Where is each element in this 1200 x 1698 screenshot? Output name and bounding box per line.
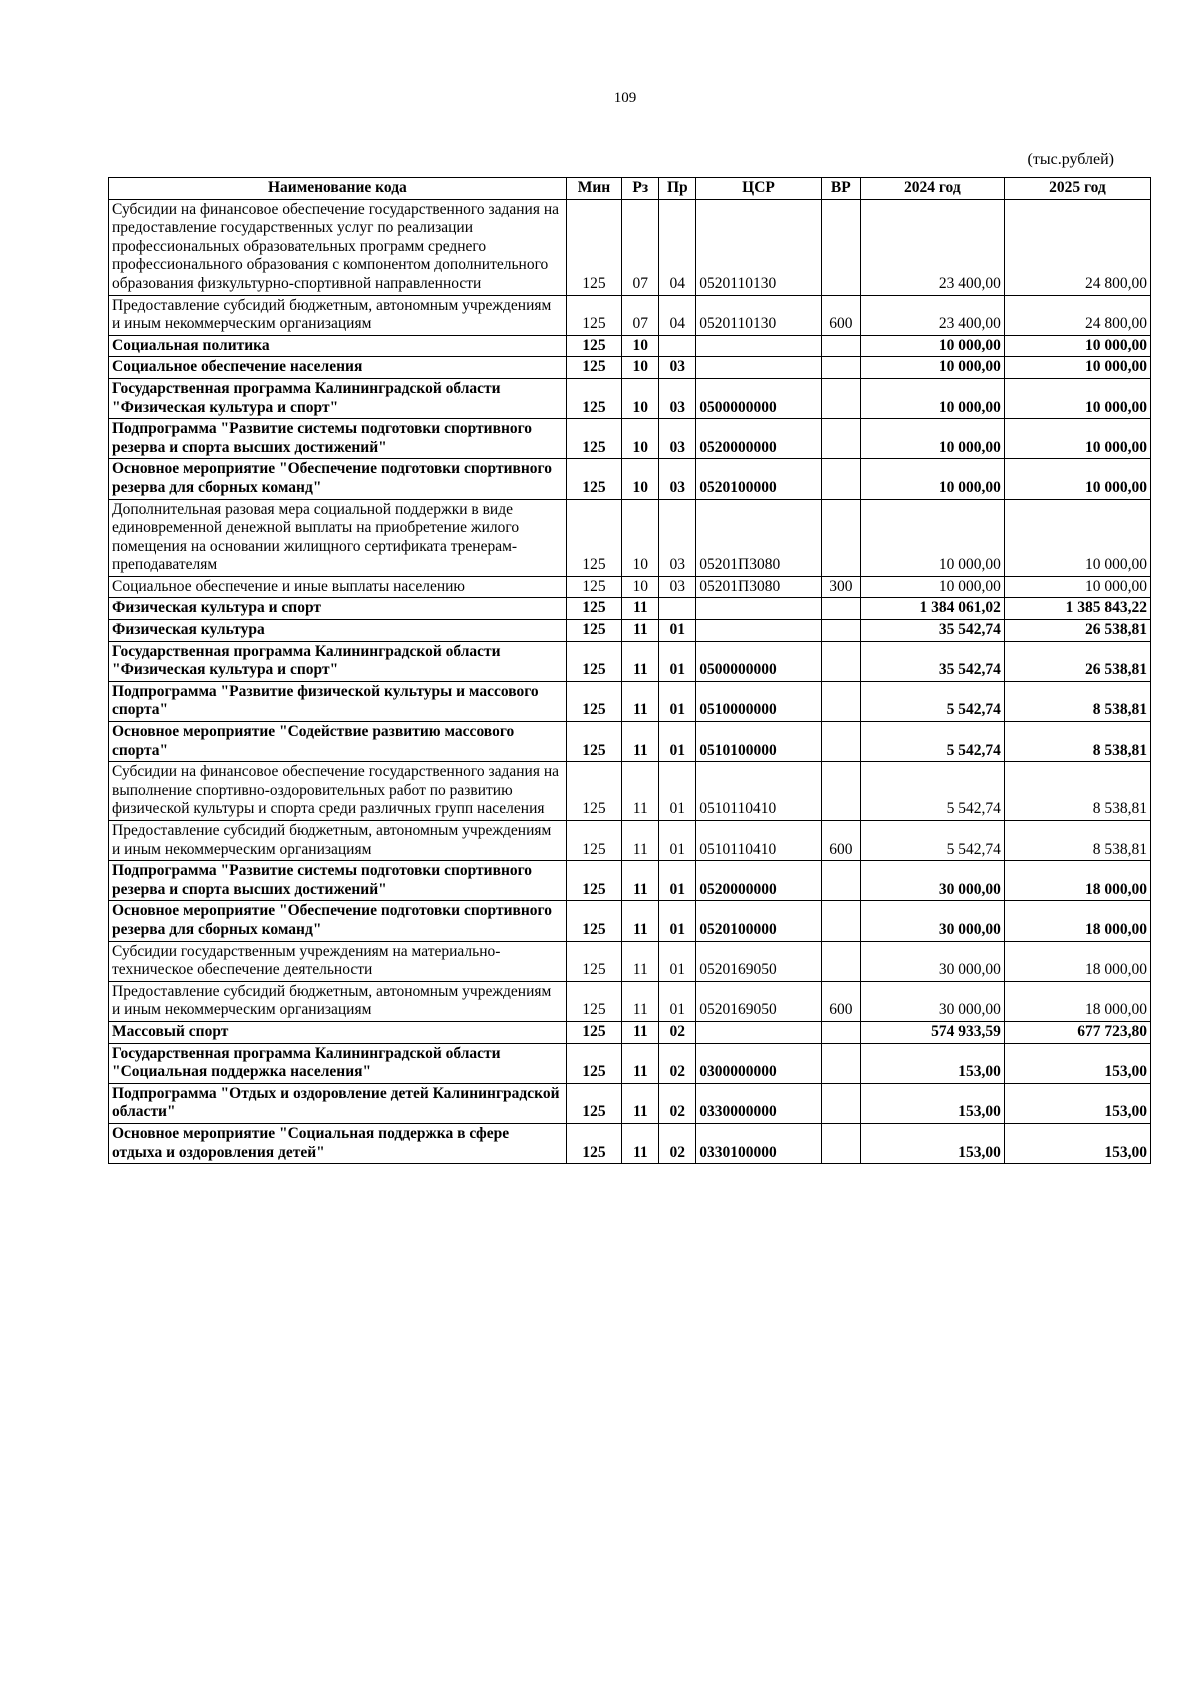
cell-name: Государственная программа Калининградской области "Социальная поддержка населения" xyxy=(109,1043,567,1083)
cell-rz: 11 xyxy=(622,641,659,681)
cell-name: Дополнительная разовая мера социальной поддержки в виде единовременной денежной выплаты на приобретение жилого помещения на основании жилищного сертификата тренерам-преподавателям xyxy=(109,499,567,576)
cell-pr: 01 xyxy=(659,861,696,901)
header-csr: ЦСР xyxy=(696,178,821,200)
table-row xyxy=(109,1123,1151,1163)
cell-name: Государственная программа Калининградской области "Физическая культура и спорт" xyxy=(109,378,567,418)
cell-vr xyxy=(821,1043,860,1083)
cell-rz: 11 xyxy=(622,1043,659,1083)
cell-csr: 0520110130 xyxy=(696,199,821,295)
cell-pr: 03 xyxy=(659,459,696,499)
cell-2025: 153,00 xyxy=(1004,1123,1150,1163)
cell-name: Массовый спорт xyxy=(109,1021,567,1043)
units-label: (тыс.рублей) xyxy=(1027,151,1114,168)
cell-pr: 02 xyxy=(659,1021,696,1043)
cell-csr xyxy=(696,598,821,620)
cell-2025: 18 000,00 xyxy=(1004,981,1150,1021)
cell-min: 125 xyxy=(566,981,622,1021)
cell-2025: 18 000,00 xyxy=(1004,941,1150,981)
table-row xyxy=(109,499,1151,576)
cell-2024: 10 000,00 xyxy=(860,499,1004,576)
cell-pr: 04 xyxy=(659,295,696,335)
table-row xyxy=(109,722,1151,762)
cell-min: 125 xyxy=(566,459,622,499)
cell-min: 125 xyxy=(566,499,622,576)
cell-vr xyxy=(821,722,860,762)
cell-name: Социальная политика xyxy=(109,335,567,357)
header-min: Мин xyxy=(566,178,622,200)
cell-2025: 10 000,00 xyxy=(1004,499,1150,576)
cell-min: 125 xyxy=(566,681,622,721)
cell-2024: 35 542,74 xyxy=(860,620,1004,642)
cell-pr: 03 xyxy=(659,378,696,418)
cell-rz: 11 xyxy=(622,598,659,620)
cell-vr xyxy=(821,378,860,418)
cell-vr xyxy=(821,459,860,499)
cell-name: Подпрограмма "Развитие системы подготовки спортивного резерва и спорта высших достижений" xyxy=(109,861,567,901)
cell-2025: 8 538,81 xyxy=(1004,762,1150,821)
cell-name: Предоставление субсидий бюджетным, автономным учреждениям и иным некоммерческим организациям xyxy=(109,981,567,1021)
cell-rz: 11 xyxy=(622,941,659,981)
cell-2025: 153,00 xyxy=(1004,1043,1150,1083)
cell-2025: 24 800,00 xyxy=(1004,295,1150,335)
cell-csr: 05201П3080 xyxy=(696,576,821,598)
cell-rz: 11 xyxy=(622,681,659,721)
cell-2024: 5 542,74 xyxy=(860,681,1004,721)
cell-2025: 1 385 843,22 xyxy=(1004,598,1150,620)
cell-name: Предоставление субсидий бюджетным, автономным учреждениям и иным некоммерческим организациям xyxy=(109,821,567,861)
cell-2024: 30 000,00 xyxy=(860,981,1004,1021)
cell-rz: 11 xyxy=(622,981,659,1021)
cell-min: 125 xyxy=(566,901,622,941)
cell-min: 125 xyxy=(566,598,622,620)
header-name: Наименование кода xyxy=(109,178,567,200)
cell-csr: 05201П3080 xyxy=(696,499,821,576)
cell-2024: 10 000,00 xyxy=(860,576,1004,598)
cell-min: 125 xyxy=(566,1021,622,1043)
cell-rz: 11 xyxy=(622,861,659,901)
cell-csr xyxy=(696,1021,821,1043)
cell-rz: 11 xyxy=(622,762,659,821)
cell-csr: 0510110410 xyxy=(696,821,821,861)
table-row xyxy=(109,295,1151,335)
table-row xyxy=(109,419,1151,459)
cell-name: Основное мероприятие "Обеспечение подготовки спортивного резерва для сборных команд" xyxy=(109,459,567,499)
table-row xyxy=(109,357,1151,379)
cell-2025: 18 000,00 xyxy=(1004,861,1150,901)
cell-2024: 5 542,74 xyxy=(860,821,1004,861)
cell-vr: 600 xyxy=(821,981,860,1021)
cell-rz: 10 xyxy=(622,335,659,357)
table-row xyxy=(109,199,1151,295)
cell-pr: 01 xyxy=(659,762,696,821)
cell-2024: 1 384 061,02 xyxy=(860,598,1004,620)
cell-vr: 600 xyxy=(821,295,860,335)
cell-pr: 02 xyxy=(659,1083,696,1123)
cell-2025: 10 000,00 xyxy=(1004,576,1150,598)
cell-pr: 03 xyxy=(659,576,696,598)
cell-name: Подпрограмма "Отдых и оздоровление детей Калининградской области" xyxy=(109,1083,567,1123)
table-row xyxy=(109,941,1151,981)
cell-pr: 03 xyxy=(659,419,696,459)
cell-2024: 10 000,00 xyxy=(860,419,1004,459)
table-row xyxy=(109,459,1151,499)
cell-vr xyxy=(821,419,860,459)
table-row xyxy=(109,641,1151,681)
cell-2025: 10 000,00 xyxy=(1004,419,1150,459)
cell-2025: 18 000,00 xyxy=(1004,901,1150,941)
cell-pr: 02 xyxy=(659,1043,696,1083)
table-row xyxy=(109,1021,1151,1043)
cell-vr xyxy=(821,861,860,901)
cell-rz: 10 xyxy=(622,499,659,576)
cell-pr xyxy=(659,598,696,620)
cell-vr xyxy=(821,1123,860,1163)
cell-name: Субсидии на финансовое обеспечение государственного задания на выполнение спортивно-оздоровительных работ по развитию физической культуры и спорта среди различных групп населения xyxy=(109,762,567,821)
cell-2025: 10 000,00 xyxy=(1004,357,1150,379)
page-number: 109 xyxy=(613,90,637,106)
cell-2025: 677 723,80 xyxy=(1004,1021,1150,1043)
cell-vr xyxy=(821,762,860,821)
cell-2024: 10 000,00 xyxy=(860,357,1004,379)
cell-2025: 10 000,00 xyxy=(1004,459,1150,499)
cell-vr xyxy=(821,598,860,620)
table-row xyxy=(109,1043,1151,1083)
cell-vr xyxy=(821,641,860,681)
cell-min: 125 xyxy=(566,335,622,357)
cell-csr: 0510110410 xyxy=(696,762,821,821)
cell-vr xyxy=(821,681,860,721)
cell-name: Основное мероприятие "Обеспечение подготовки спортивного резерва для сборных команд" xyxy=(109,901,567,941)
cell-min: 125 xyxy=(566,722,622,762)
cell-pr: 01 xyxy=(659,641,696,681)
cell-pr: 01 xyxy=(659,620,696,642)
cell-2025: 26 538,81 xyxy=(1004,641,1150,681)
cell-2024: 153,00 xyxy=(860,1043,1004,1083)
cell-rz: 10 xyxy=(622,357,659,379)
cell-csr: 0520000000 xyxy=(696,419,821,459)
cell-pr: 03 xyxy=(659,357,696,379)
cell-min: 125 xyxy=(566,821,622,861)
table-row xyxy=(109,598,1151,620)
cell-name: Основное мероприятие "Содействие развитию массового спорта" xyxy=(109,722,567,762)
header-2024: 2024 год xyxy=(860,178,1004,200)
table-row xyxy=(109,762,1151,821)
cell-vr xyxy=(821,499,860,576)
cell-2024: 10 000,00 xyxy=(860,378,1004,418)
table-body xyxy=(109,199,1151,1164)
cell-name: Социальное обеспечение населения xyxy=(109,357,567,379)
header-2025: 2025 год xyxy=(1004,178,1150,200)
cell-name: Предоставление субсидий бюджетным, автономным учреждениям и иным некоммерческим организациям xyxy=(109,295,567,335)
cell-rz: 11 xyxy=(622,1021,659,1043)
cell-name: Физическая культура и спорт xyxy=(109,598,567,620)
cell-csr: 0510000000 xyxy=(696,681,821,721)
table-row xyxy=(109,681,1151,721)
cell-min: 125 xyxy=(566,357,622,379)
cell-vr: 300 xyxy=(821,576,860,598)
cell-pr: 01 xyxy=(659,981,696,1021)
cell-2025: 24 800,00 xyxy=(1004,199,1150,295)
cell-pr: 02 xyxy=(659,1123,696,1163)
cell-vr xyxy=(821,335,860,357)
cell-rz: 11 xyxy=(622,722,659,762)
cell-min: 125 xyxy=(566,762,622,821)
table-row xyxy=(109,576,1151,598)
cell-csr: 0330100000 xyxy=(696,1123,821,1163)
cell-rz: 07 xyxy=(622,199,659,295)
header-pr: Пр xyxy=(659,178,696,200)
cell-2025: 10 000,00 xyxy=(1004,335,1150,357)
cell-name: Субсидии на финансовое обеспечение государственного задания на предоставление государственных услуг по реализации профессиональных образовательных программ среднего профессионального образования с компонентом дополнительного образования физкультурно-спортивной направленности xyxy=(109,199,567,295)
cell-min: 125 xyxy=(566,199,622,295)
cell-min: 125 xyxy=(566,620,622,642)
cell-rz: 10 xyxy=(622,419,659,459)
cell-name: Государственная программа Калининградской области "Физическая культура и спорт" xyxy=(109,641,567,681)
cell-min: 125 xyxy=(566,1083,622,1123)
cell-csr xyxy=(696,357,821,379)
cell-2024: 5 542,74 xyxy=(860,722,1004,762)
cell-2024: 30 000,00 xyxy=(860,941,1004,981)
cell-rz: 07 xyxy=(622,295,659,335)
cell-2024: 30 000,00 xyxy=(860,861,1004,901)
cell-name: Подпрограмма "Развитие системы подготовки спортивного резерва и спорта высших достижений" xyxy=(109,419,567,459)
cell-csr: 0520100000 xyxy=(696,901,821,941)
header-vr: ВР xyxy=(821,178,860,200)
cell-csr: 0520100000 xyxy=(696,459,821,499)
table-row xyxy=(109,1083,1151,1123)
cell-rz: 11 xyxy=(622,620,659,642)
cell-min: 125 xyxy=(566,576,622,598)
cell-csr xyxy=(696,335,821,357)
table-row xyxy=(109,821,1151,861)
header-rz: Рз xyxy=(622,178,659,200)
cell-vr xyxy=(821,1083,860,1123)
cell-2024: 5 542,74 xyxy=(860,762,1004,821)
cell-2024: 153,00 xyxy=(860,1123,1004,1163)
cell-name: Физическая культура xyxy=(109,620,567,642)
cell-2025: 26 538,81 xyxy=(1004,620,1150,642)
cell-2024: 10 000,00 xyxy=(860,459,1004,499)
cell-pr: 01 xyxy=(659,681,696,721)
cell-csr: 0500000000 xyxy=(696,641,821,681)
cell-2025: 8 538,81 xyxy=(1004,821,1150,861)
table-row xyxy=(109,901,1151,941)
table-row xyxy=(109,335,1151,357)
cell-pr: 03 xyxy=(659,499,696,576)
cell-csr: 0300000000 xyxy=(696,1043,821,1083)
cell-vr xyxy=(821,620,860,642)
cell-min: 125 xyxy=(566,378,622,418)
cell-csr: 0520169050 xyxy=(696,981,821,1021)
cell-vr xyxy=(821,1021,860,1043)
cell-2025: 8 538,81 xyxy=(1004,722,1150,762)
cell-2025: 153,00 xyxy=(1004,1083,1150,1123)
cell-2025: 8 538,81 xyxy=(1004,681,1150,721)
cell-vr: 600 xyxy=(821,821,860,861)
cell-vr xyxy=(821,357,860,379)
cell-2025: 10 000,00 xyxy=(1004,378,1150,418)
cell-2024: 153,00 xyxy=(860,1083,1004,1123)
cell-rz: 11 xyxy=(622,821,659,861)
table-header-row xyxy=(109,178,1151,200)
cell-csr: 0520169050 xyxy=(696,941,821,981)
cell-2024: 30 000,00 xyxy=(860,901,1004,941)
cell-rz: 10 xyxy=(622,459,659,499)
cell-2024: 10 000,00 xyxy=(860,335,1004,357)
cell-min: 125 xyxy=(566,419,622,459)
table-row xyxy=(109,861,1151,901)
cell-2024: 23 400,00 xyxy=(860,199,1004,295)
cell-vr xyxy=(821,941,860,981)
cell-csr: 0330000000 xyxy=(696,1083,821,1123)
cell-rz: 10 xyxy=(622,576,659,598)
cell-pr: 01 xyxy=(659,821,696,861)
cell-vr xyxy=(821,199,860,295)
cell-name: Основное мероприятие "Социальная поддержка в сфере отдыха и оздоровления детей" xyxy=(109,1123,567,1163)
cell-min: 125 xyxy=(566,1123,622,1163)
cell-rz: 11 xyxy=(622,1083,659,1123)
cell-rz: 11 xyxy=(622,1123,659,1163)
cell-2024: 574 933,59 xyxy=(860,1021,1004,1043)
cell-csr xyxy=(696,620,821,642)
cell-rz: 11 xyxy=(622,901,659,941)
table-row xyxy=(109,620,1151,642)
table-row xyxy=(109,378,1151,418)
cell-pr: 04 xyxy=(659,199,696,295)
cell-name: Социальное обеспечение и иные выплаты населению xyxy=(109,576,567,598)
cell-min: 125 xyxy=(566,641,622,681)
cell-min: 125 xyxy=(566,941,622,981)
cell-pr: 01 xyxy=(659,901,696,941)
cell-name: Субсидии государственным учреждениям на материально-техническое обеспечение деятельности xyxy=(109,941,567,981)
cell-2024: 23 400,00 xyxy=(860,295,1004,335)
cell-csr: 0500000000 xyxy=(696,378,821,418)
cell-min: 125 xyxy=(566,295,622,335)
cell-csr: 0520000000 xyxy=(696,861,821,901)
cell-pr: 01 xyxy=(659,941,696,981)
cell-pr: 01 xyxy=(659,722,696,762)
cell-pr xyxy=(659,335,696,357)
cell-csr: 0520110130 xyxy=(696,295,821,335)
cell-vr xyxy=(821,901,860,941)
cell-name: Подпрограмма "Развитие физической культуры и массового спорта" xyxy=(109,681,567,721)
budget-table xyxy=(108,177,1151,1164)
cell-2024: 35 542,74 xyxy=(860,641,1004,681)
cell-min: 125 xyxy=(566,1043,622,1083)
cell-csr: 0510100000 xyxy=(696,722,821,762)
cell-min: 125 xyxy=(566,861,622,901)
cell-rz: 10 xyxy=(622,378,659,418)
table-row xyxy=(109,981,1151,1021)
